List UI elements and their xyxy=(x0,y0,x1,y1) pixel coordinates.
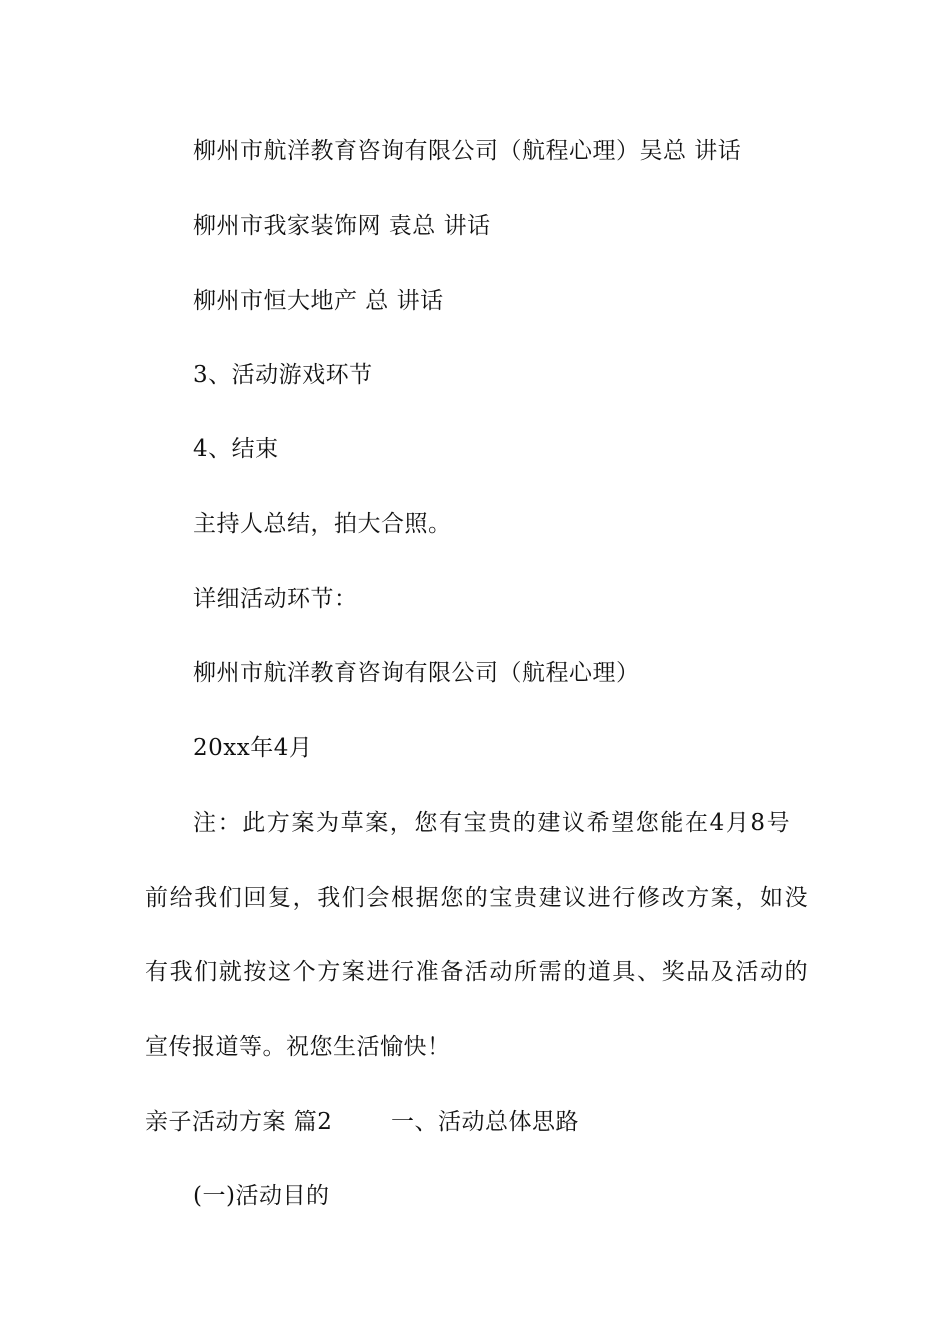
note-line-3: 有我们就按这个方案进行准备活动所需的道具、奖品及活动的 xyxy=(145,959,810,985)
speaker-line-2: 柳州市我家装饰网 袁总 讲话 xyxy=(193,213,491,239)
speaker-line-1: 柳州市航洋教育咨询有限公司（航程心理）吴总 讲话 xyxy=(193,138,742,164)
section-subtitle: 一、活动总体思路 xyxy=(391,1109,579,1135)
step-4: 4、结束 xyxy=(193,436,279,462)
note-line-1: 注：此方案为草案，您有宝贵的建议希望您能在4月8号 xyxy=(193,810,792,836)
note-line-4: 宣传报道等。祝您生活愉快！ xyxy=(145,1034,451,1060)
speaker-line-3: 柳州市恒大地产 总 讲话 xyxy=(193,288,444,314)
details-label: 详细活动环节： xyxy=(193,586,358,612)
section-title: 亲子活动方案 篇2 xyxy=(145,1109,333,1135)
step-3: 3、活动游戏环节 xyxy=(193,362,373,388)
subsection-heading: (一)活动目的 xyxy=(193,1183,330,1209)
section-heading xyxy=(145,1107,332,1137)
host-summary: 主持人总结，拍大合照。 xyxy=(193,511,452,537)
note-line-2: 前给我们回复，我们会根据您的宝贵建议进行修改方案，如没 xyxy=(145,885,810,911)
organizer-signature: 柳州市航洋教育咨询有限公司（航程心理） xyxy=(193,660,640,686)
document-date: 20xx年4月 xyxy=(193,735,313,761)
